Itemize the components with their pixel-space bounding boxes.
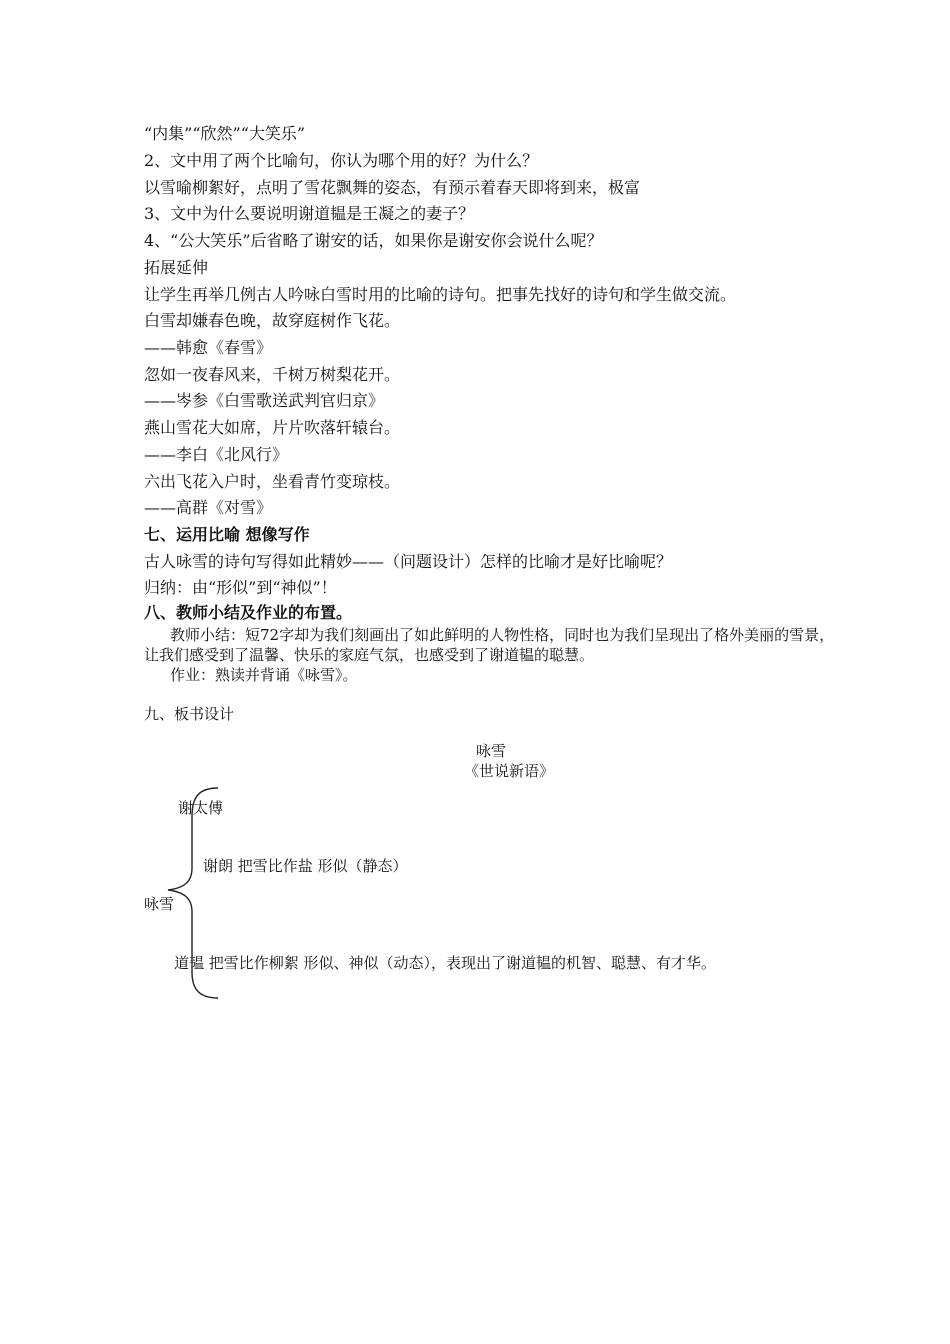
poem-line: 六出飞花入户时，坐看青竹变琼枝。 [144, 472, 401, 491]
section-7-question: 古人咏雪的诗句写得如此精妙——（问题设计）怎样的比喻才是好比喻呢？ [144, 552, 673, 571]
board-subtitle: 《世说新语》 [464, 762, 555, 780]
question-2: 2、文中用了两个比喻句，你认为哪个用的好？为什么？ [144, 151, 539, 170]
answer-2: 以雪喻柳絮好，点明了雪花飘舞的姿态，有预示着春天即将到来，极富 [144, 178, 641, 197]
poem-attribution: ——韩愈《春雪》 [144, 338, 273, 357]
question-4: 4、“公大笑乐”后省略了谢安的话，如果你是谢安你会说什么呢？ [144, 231, 603, 250]
section-8-heading: 八、教师小结及作业的布置。 [144, 603, 353, 622]
board-node-left: 咏雪 [144, 895, 175, 913]
poem-attribution: ——高群《对雪》 [144, 498, 273, 517]
board-node-top: 谢太傅 [178, 799, 224, 817]
section-extension-heading: 拓展延伸 [144, 258, 209, 277]
section-7-heading: 七、运用比喻 想像写作 [144, 525, 310, 544]
board-title: 咏雪 [476, 742, 507, 760]
text-line: “内集”“欣然”“大笑乐” [144, 124, 306, 143]
poem-attribution: ——岑参《白雪歌送武判官归京》 [144, 391, 385, 410]
curly-brace-icon [164, 786, 224, 1000]
teacher-summary: 教师小结：短72字却为我们刻画出了如此鲜明的人物性格，同时也为我们呈现出了格外美丽的雪景，让我们感受到了温馨、快乐的家庭气氛，也感受到了谢道韫的聪慧。 [144, 626, 835, 664]
poem-line: 燕山雪花大如席，片片吹落轩辕台。 [144, 418, 401, 437]
poem-attribution: ——李白《北风行》 [144, 445, 289, 464]
board-row-2: 道韫 把雪比作柳絮 形似、神似（动态），表现出了谢道韫的机智、聪慧、有才华。 [174, 954, 717, 972]
section-7-summary: 归纳：由“形似”到“神似”！ [144, 578, 337, 597]
extension-instruction: 让学生再举几例古人吟咏白雪时用的比喻的诗句。把事先找好的诗句和学生做交流。 [144, 285, 737, 304]
poem-line: 忽如一夜春风来，千树万树梨花开。 [144, 365, 401, 384]
question-3: 3、文中为什么要说明谢道韫是王凝之的妻子？ [144, 204, 475, 223]
homework: 作业：熟读并背诵《咏雪》。 [170, 666, 358, 684]
section-9-heading: 九、板书设计 [144, 705, 235, 723]
poem-line: 白雪却嫌春色晚，故穿庭树作飞花。 [144, 311, 401, 330]
board-row-1: 谢朗 把雪比作盐 形似（静态） [203, 857, 408, 875]
